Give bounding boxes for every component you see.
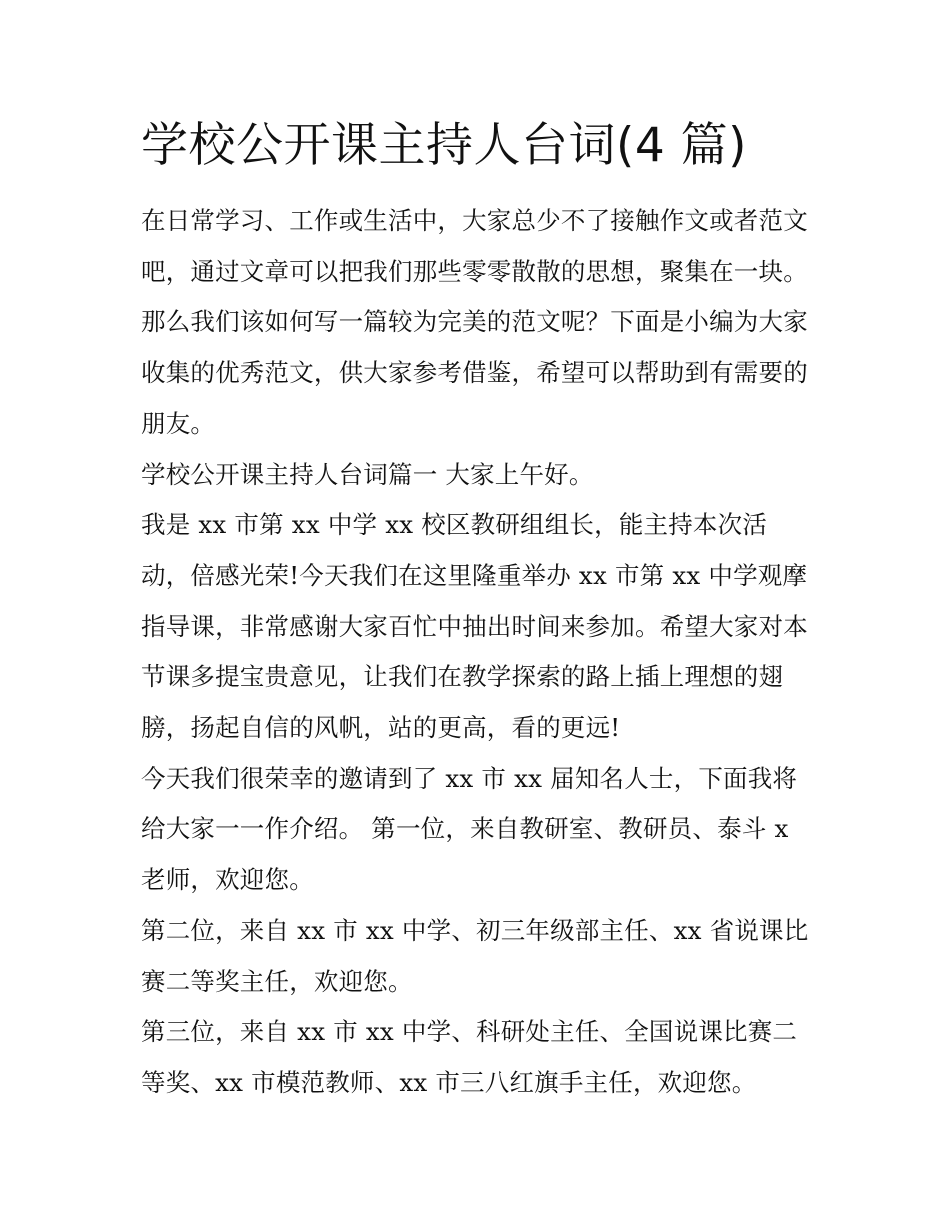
section-heading-paragraph: 学校公开课主持人台词篇一 大家上午好。 [141,459,594,489]
host-introduction-paragraph: 我是 xx 市第 xx 中学 xx 校区教研组组长，能主持本次活动，倍感光荣!今天我们在这里隆重举办 xx 市第 xx 中学观摩指导课，非常感谢大家百忙中抽出时间来参加。希望大家对本节课多提宝贵意见，让我们在教学探索的路上插上理想的翅膀，扬起自信的风帆，站的更高，看的更远! [141,510,808,743]
third-guest-paragraph: 第三位，来自 xx 市 xx 中学、科研处主任、全国说课比赛二等奖、xx 市模范教师、xx 市三八红旗手主任，欢迎您。 [141,1017,798,1097]
second-guest-paragraph: 第二位，来自 xx 市 xx 中学、初三年级部主任、xx 省说课比赛二等奖主任，欢迎您。 [141,915,809,996]
intro-paragraph: 在日常学习、工作或生活中，大家总少不了接触作文或者范文吧，通过文章可以把我们那些零零散散的思想，聚集在一块。那么我们该如何写一篇较为完美的范文呢？下面是小编为大家收集的优秀范文，供大家参考借鉴，希望可以帮助到有需要的朋友。 [141,206,808,438]
document-title: 学校公开课主持人台词(4 篇) [141,118,748,173]
guest-intro-paragraph: 今天我们很荣幸的邀请到了 xx 市 xx 届知名人士，下面我将给大家一一作介绍。 第一位，来自教研室、教研员、泰斗 x 老师，欢迎您。 [141,763,798,895]
document-page [141,112,816,1109]
